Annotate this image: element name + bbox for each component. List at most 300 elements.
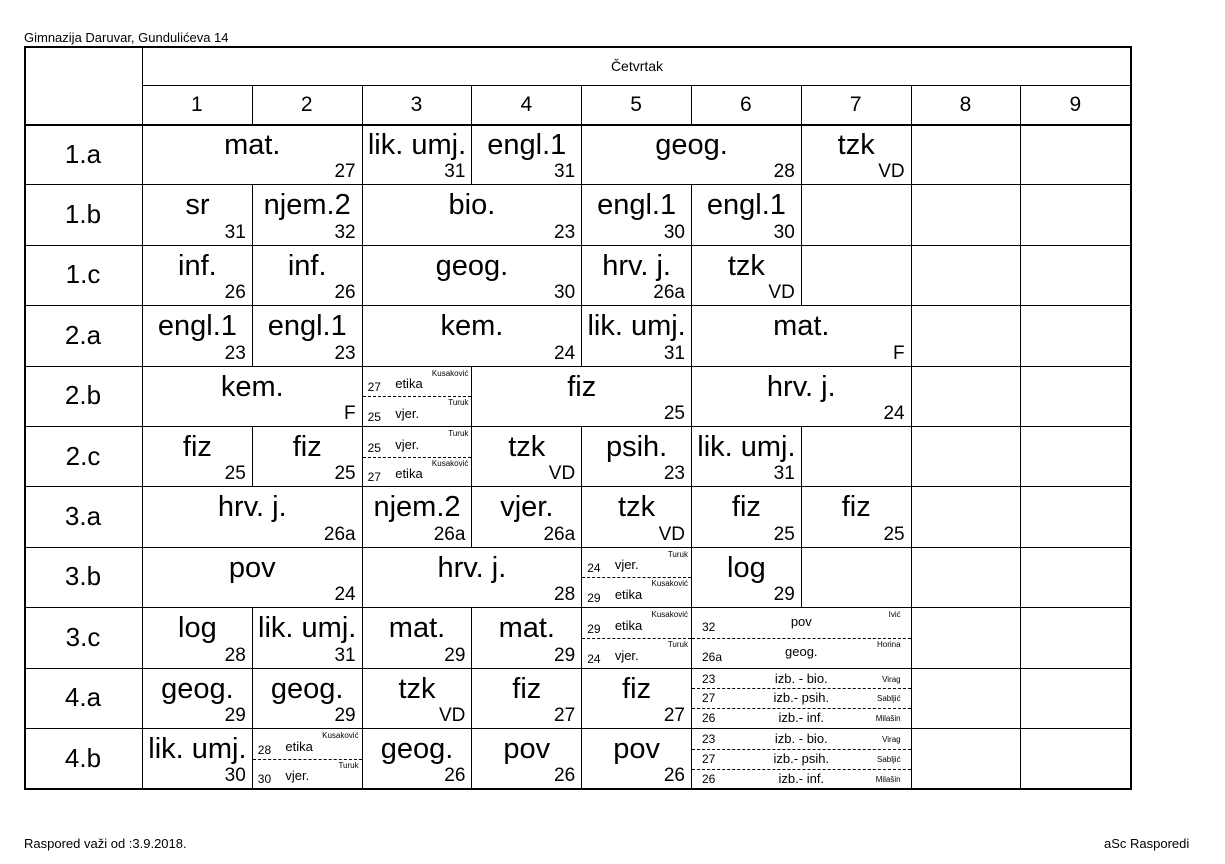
- room-label: 29: [587, 621, 601, 636]
- room-label: 23: [702, 732, 716, 746]
- split-lesson: [692, 729, 911, 749]
- grid-line: [911, 728, 912, 788]
- room-label: F: [892, 342, 905, 364]
- lesson-cell[interactable]: [143, 246, 252, 305]
- room-label: 25: [334, 463, 356, 485]
- room-label: 24: [554, 342, 576, 364]
- room-label: 27: [334, 161, 356, 183]
- split-lesson: [692, 669, 911, 689]
- split-lesson: [582, 638, 691, 668]
- room-label: 27: [663, 704, 685, 726]
- teacher-label: Kusaković: [322, 731, 359, 740]
- subject-label: njem.2: [263, 189, 351, 222]
- teacher-label: Turuk: [338, 760, 359, 770]
- split-divider: [692, 638, 911, 639]
- grid-line: [801, 547, 802, 607]
- room-label: 25: [883, 523, 905, 545]
- subject-label: fiz: [292, 431, 322, 463]
- room-label: 24: [883, 402, 905, 424]
- room-label: 31: [773, 463, 795, 485]
- lesson-cell[interactable]: [582, 608, 691, 667]
- subject-label: log: [178, 612, 217, 645]
- subject-label: mat.: [224, 129, 281, 161]
- subject-label: engl.1: [267, 310, 347, 343]
- room-label: VD: [878, 161, 905, 183]
- lesson-cell[interactable]: [143, 427, 252, 486]
- split-lesson: [363, 457, 472, 487]
- subject-label: pov: [503, 733, 551, 765]
- subject-label: fiz: [622, 672, 652, 705]
- grid-line: [1020, 245, 1021, 305]
- subject-label: etika: [395, 376, 423, 392]
- lesson-cell[interactable]: [363, 669, 472, 728]
- split-lesson: [363, 396, 472, 426]
- split-divider: [363, 396, 472, 397]
- grid-line: [911, 184, 912, 244]
- subject-label: izb. - bio.: [774, 731, 828, 746]
- class-label: 1.a: [64, 138, 102, 169]
- lesson-cell[interactable]: [802, 487, 911, 546]
- teacher-label: Milašin: [875, 714, 901, 724]
- subject-label: fiz: [182, 431, 212, 463]
- room-label: 30: [257, 772, 272, 787]
- subject-label: kem.: [440, 310, 504, 343]
- subject-label: vjer.: [285, 768, 310, 784]
- room-label: 26a: [433, 523, 466, 545]
- room-label: 30: [773, 221, 795, 243]
- split-divider: [692, 688, 911, 689]
- split-lesson: [692, 608, 911, 638]
- room-label: VD: [438, 704, 466, 726]
- lesson-cell[interactable]: [143, 487, 362, 546]
- subject-label: geog.: [380, 733, 454, 765]
- room-label: 25: [224, 463, 246, 485]
- teacher-label: Kusaković: [651, 610, 688, 620]
- lesson-cell[interactable]: [363, 246, 582, 305]
- period-header: 9: [1069, 93, 1082, 116]
- grid-line: [911, 305, 912, 365]
- lesson-cell[interactable]: [582, 669, 691, 728]
- subject-label: pov: [613, 733, 660, 765]
- room-label: 32: [702, 619, 716, 634]
- subject-label: vjer.: [500, 491, 554, 524]
- lesson-cell[interactable]: [582, 548, 691, 607]
- grid-line: [911, 607, 912, 667]
- subject-label: bio.: [448, 189, 496, 222]
- room-label: 28: [224, 644, 246, 666]
- grid-line: [911, 668, 912, 728]
- period-header: 2: [300, 93, 313, 116]
- lesson-cell[interactable]: [363, 125, 472, 184]
- split-lesson: [692, 708, 911, 728]
- room-label: VD: [768, 282, 795, 304]
- subject-label: lik. umj.: [697, 431, 796, 463]
- split-lesson: [363, 427, 472, 457]
- lesson-cell[interactable]: [143, 306, 252, 365]
- room-label: 28: [554, 584, 576, 606]
- teacher-label: Turuk: [448, 398, 469, 408]
- lesson-cell[interactable]: [363, 427, 472, 486]
- room-label: 29: [224, 704, 246, 726]
- teacher-label: Sabljić: [877, 754, 901, 764]
- subject-label: mat.: [388, 612, 446, 645]
- subject-label: lik. umj.: [587, 310, 686, 343]
- lesson-cell[interactable]: [582, 125, 801, 184]
- room-label: 28: [773, 161, 795, 183]
- lesson-cell[interactable]: [143, 729, 252, 788]
- lesson-cell[interactable]: [253, 669, 362, 728]
- room-label: 26: [554, 765, 576, 787]
- subject-label: kem.: [220, 370, 284, 403]
- teacher-label: Turuk: [448, 429, 469, 438]
- split-lesson: [253, 759, 362, 789]
- lesson-cell[interactable]: [253, 608, 362, 667]
- lesson-cell[interactable]: [253, 185, 362, 244]
- subject-label: mat.: [773, 310, 830, 343]
- lesson-cell[interactable]: [692, 306, 911, 365]
- split-divider: [582, 577, 691, 578]
- room-label: 26: [224, 282, 246, 304]
- subject-label: izb.- psih.: [773, 750, 830, 766]
- grid-line: [581, 85, 582, 124]
- subject-label: etika: [285, 738, 313, 754]
- grid-line: [911, 547, 912, 607]
- subject-label: lik. umj.: [258, 612, 357, 645]
- split-lesson: [692, 688, 911, 708]
- subject-label: psih.: [605, 431, 668, 463]
- period-header: 7: [849, 93, 862, 116]
- lesson-cell[interactable]: [143, 669, 252, 728]
- room-label: 31: [224, 221, 246, 243]
- subject-label: vjer.: [614, 557, 639, 573]
- room-label: 23: [554, 221, 576, 243]
- grid-line: [911, 366, 912, 426]
- period-header: 1: [191, 93, 203, 116]
- lesson-cell[interactable]: [582, 427, 691, 486]
- room-label: 32: [334, 221, 356, 243]
- grid-line: [801, 426, 802, 486]
- grid-line: [24, 46, 1131, 48]
- grid-line: [1020, 607, 1021, 667]
- day-header: Četvrtak: [610, 58, 664, 74]
- room-label: 27: [367, 380, 381, 395]
- class-label: 3.c: [65, 621, 101, 652]
- room-label: 26: [702, 771, 716, 786]
- room-label: VD: [548, 463, 576, 485]
- lesson-cell[interactable]: [143, 608, 252, 667]
- grid-line: [1020, 124, 1021, 184]
- grid-line: [1130, 46, 1132, 790]
- room-label: 26: [334, 282, 356, 304]
- grid-line: [1020, 184, 1021, 244]
- class-label: 4.a: [64, 682, 102, 713]
- room-label: 23: [334, 342, 356, 364]
- lesson-cell[interactable]: [253, 729, 362, 788]
- room-label: 25: [773, 523, 795, 545]
- room-label: 23: [224, 342, 246, 364]
- lesson-cell[interactable]: [582, 306, 691, 365]
- subject-label: tzk: [837, 129, 875, 161]
- room-label: 24: [334, 584, 356, 606]
- teacher-label: Turuk: [667, 549, 688, 559]
- subject-label: engl.1: [597, 189, 677, 222]
- grid-line: [471, 85, 472, 124]
- subject-label: engl.1: [157, 310, 237, 343]
- grid-line: [911, 426, 912, 486]
- room-label: 24: [587, 651, 601, 666]
- lesson-cell[interactable]: [582, 185, 691, 244]
- lesson-cell[interactable]: [253, 306, 362, 365]
- period-header: 4: [520, 93, 533, 116]
- grid-line: [252, 85, 253, 124]
- grid-line: [911, 486, 912, 546]
- room-label: 29: [444, 644, 466, 666]
- grid-line: [24, 46, 26, 790]
- lesson-cell[interactable]: [143, 125, 362, 184]
- subject-label: etika: [614, 617, 643, 633]
- lesson-cell[interactable]: [363, 306, 582, 365]
- room-label: 27: [702, 691, 716, 706]
- room-label: 27: [367, 470, 381, 485]
- class-label: 3.a: [64, 500, 102, 531]
- room-label: 30: [663, 221, 685, 243]
- room-label: 26: [663, 765, 685, 787]
- lesson-cell[interactable]: [692, 487, 801, 546]
- grid-line: [362, 85, 363, 124]
- grid-line: [1020, 547, 1021, 607]
- class-label: 1.b: [64, 198, 102, 229]
- lesson-cell[interactable]: [472, 125, 581, 184]
- room-label: 26a: [702, 649, 723, 664]
- split-lesson: [253, 729, 362, 759]
- split-divider: [582, 638, 691, 639]
- room-label: 26a: [543, 523, 576, 545]
- grid-line: [911, 85, 912, 124]
- lesson-cell[interactable]: [692, 185, 801, 244]
- room-label: 29: [587, 591, 601, 606]
- grid-line: [1020, 486, 1021, 546]
- subject-label: fiz: [731, 491, 761, 524]
- grid-line: [1020, 85, 1021, 124]
- class-label: 3.b: [64, 561, 102, 592]
- class-label: 2.c: [65, 440, 101, 471]
- lesson-cell[interactable]: [363, 729, 472, 788]
- lesson-cell[interactable]: [472, 367, 691, 426]
- subject-label: etika: [614, 587, 643, 603]
- period-header: 5: [630, 93, 642, 116]
- subject-label: fiz: [512, 672, 542, 705]
- subject-label: mat.: [498, 612, 555, 645]
- lesson-cell[interactable]: [472, 669, 581, 728]
- valid-from-note: Raspored važi od :3.9.2018.: [24, 836, 187, 851]
- subject-label: tzk: [398, 672, 436, 705]
- subject-label: inf.: [178, 249, 217, 282]
- teacher-label: Horina: [877, 639, 901, 649]
- teacher-label: Ivić: [888, 610, 901, 620]
- split-lesson: [582, 577, 691, 607]
- subject-label: lik. umj.: [367, 129, 467, 161]
- lesson-cell[interactable]: [143, 548, 362, 607]
- lesson-cell[interactable]: [472, 487, 581, 546]
- room-label: F: [343, 402, 356, 424]
- grid-line: [1020, 426, 1021, 486]
- room-label: 23: [702, 671, 716, 686]
- grid-line: [911, 124, 912, 184]
- grid-line: [801, 85, 802, 124]
- grid-line: [142, 85, 1131, 86]
- subject-label: tzk: [618, 491, 656, 524]
- room-label: 23: [663, 463, 685, 485]
- grid-line: [691, 85, 692, 124]
- subject-label: log: [727, 551, 766, 584]
- lesson-cell[interactable]: [363, 367, 472, 426]
- class-label: 2.b: [64, 380, 102, 411]
- room-label: 27: [702, 751, 716, 766]
- room-label: 26a: [323, 523, 356, 545]
- subject-label: hrv. j.: [217, 491, 287, 524]
- period-header: 6: [740, 93, 752, 116]
- subject-label: lik. umj.: [148, 733, 247, 765]
- lesson-cell[interactable]: [363, 185, 582, 244]
- lesson-cell[interactable]: [692, 548, 801, 607]
- split-lesson: [692, 638, 911, 668]
- split-lesson: [692, 749, 911, 769]
- room-label: 25: [367, 440, 381, 455]
- grid-line: [1020, 366, 1021, 426]
- lesson-cell[interactable]: [692, 608, 911, 667]
- room-label: 31: [663, 342, 685, 364]
- subject-label: inf.: [287, 249, 327, 282]
- lesson-cell[interactable]: [582, 487, 691, 546]
- teacher-label: Kusaković: [431, 368, 469, 378]
- room-label: 28: [257, 742, 272, 757]
- subject-label: hrv. j.: [766, 370, 836, 403]
- subject-label: geog.: [435, 249, 509, 282]
- split-lesson: [582, 548, 691, 578]
- lesson-cell[interactable]: [143, 367, 362, 426]
- lesson-cell[interactable]: [692, 367, 911, 426]
- class-label: 2.a: [64, 319, 102, 350]
- grid-line: [1020, 668, 1021, 728]
- room-label: 26a: [653, 282, 685, 304]
- subject-label: fiz: [567, 370, 597, 403]
- teacher-label: Milašin: [875, 774, 901, 784]
- period-header: 3: [410, 93, 423, 116]
- teacher-label: Virag: [882, 674, 901, 684]
- subject-label: fiz: [841, 491, 871, 524]
- room-label: 29: [554, 644, 576, 666]
- split-divider: [692, 708, 911, 709]
- room-label: 30: [224, 765, 246, 787]
- room-label: 29: [773, 584, 795, 606]
- lesson-cell[interactable]: [472, 427, 581, 486]
- subject-label: izb.- inf.: [778, 770, 825, 786]
- grid-line: [24, 788, 1131, 790]
- subject-label: tzk: [727, 249, 765, 282]
- subject-label: hrv. j.: [437, 551, 507, 584]
- software-credit: aSc Rasporedi: [1104, 836, 1190, 851]
- subject-label: tzk: [508, 431, 546, 463]
- split-divider: [692, 769, 911, 770]
- period-header: 8: [959, 93, 972, 116]
- subject-label: geog.: [785, 643, 818, 659]
- grid-line: [801, 184, 802, 244]
- subject-label: hrv. j.: [602, 249, 671, 282]
- teacher-label: Virag: [882, 735, 901, 744]
- grid-line: [801, 245, 802, 305]
- split-divider: [363, 457, 472, 458]
- subject-label: sr: [185, 189, 210, 222]
- lesson-cell[interactable]: [143, 185, 252, 244]
- lesson-cell[interactable]: [582, 246, 691, 305]
- grid-line: [1020, 728, 1021, 788]
- grid-line: [1020, 305, 1021, 365]
- split-lesson: [363, 367, 472, 397]
- subject-label: engl.1: [487, 129, 567, 161]
- lesson-cell[interactable]: [692, 427, 801, 486]
- subject-label: pov: [228, 551, 276, 584]
- room-label: 24: [587, 561, 601, 576]
- subject-label: izb.- inf.: [778, 710, 825, 726]
- split-lesson: [582, 608, 691, 638]
- subject-label: vjer.: [395, 436, 420, 452]
- room-label: 29: [334, 704, 356, 726]
- split-divider: [253, 759, 362, 760]
- room-label: 26: [702, 711, 716, 726]
- room-label: 30: [554, 282, 576, 304]
- subject-label: etika: [395, 466, 423, 482]
- room-label: 26: [444, 765, 466, 787]
- room-label: 27: [554, 704, 576, 726]
- subject-label: izb.- psih.: [773, 690, 830, 706]
- lesson-cell[interactable]: [472, 729, 581, 788]
- subject-label: geog.: [655, 129, 728, 161]
- lesson-cell[interactable]: [363, 487, 472, 546]
- lesson-cell[interactable]: [692, 246, 801, 305]
- subject-label: izb. - bio.: [774, 670, 828, 686]
- lesson-cell[interactable]: [802, 125, 911, 184]
- split-lesson: [692, 769, 911, 789]
- subject-label: pov: [790, 614, 812, 630]
- subject-label: geog.: [161, 672, 234, 705]
- split-divider: [692, 749, 911, 750]
- subject-label: njem.2: [373, 491, 461, 524]
- subject-label: vjer.: [614, 647, 639, 663]
- lesson-cell[interactable]: [692, 729, 911, 788]
- class-label: 1.c: [65, 259, 101, 290]
- room-label: 25: [367, 409, 381, 424]
- teacher-label: Turuk: [667, 639, 688, 649]
- teacher-label: Kusaković: [431, 458, 469, 468]
- room-label: 25: [663, 402, 685, 424]
- lesson-cell[interactable]: [363, 608, 472, 667]
- class-label: 4.b: [64, 742, 102, 773]
- subject-label: geog.: [270, 672, 344, 705]
- lesson-cell[interactable]: [472, 608, 581, 667]
- lesson-cell[interactable]: [363, 548, 582, 607]
- room-label: 31: [444, 161, 466, 183]
- school-header: Gimnazija Daruvar, Gundulićeva 14: [24, 30, 229, 45]
- subject-label: engl.1: [706, 189, 786, 222]
- lesson-cell[interactable]: [692, 669, 911, 728]
- room-label: 31: [334, 644, 356, 666]
- lesson-cell[interactable]: [253, 246, 362, 305]
- room-label: 31: [554, 161, 576, 183]
- room-label: VD: [658, 523, 685, 545]
- teacher-label: Sabljić: [877, 694, 901, 704]
- lesson-cell[interactable]: [253, 427, 362, 486]
- lesson-cell[interactable]: [582, 729, 691, 788]
